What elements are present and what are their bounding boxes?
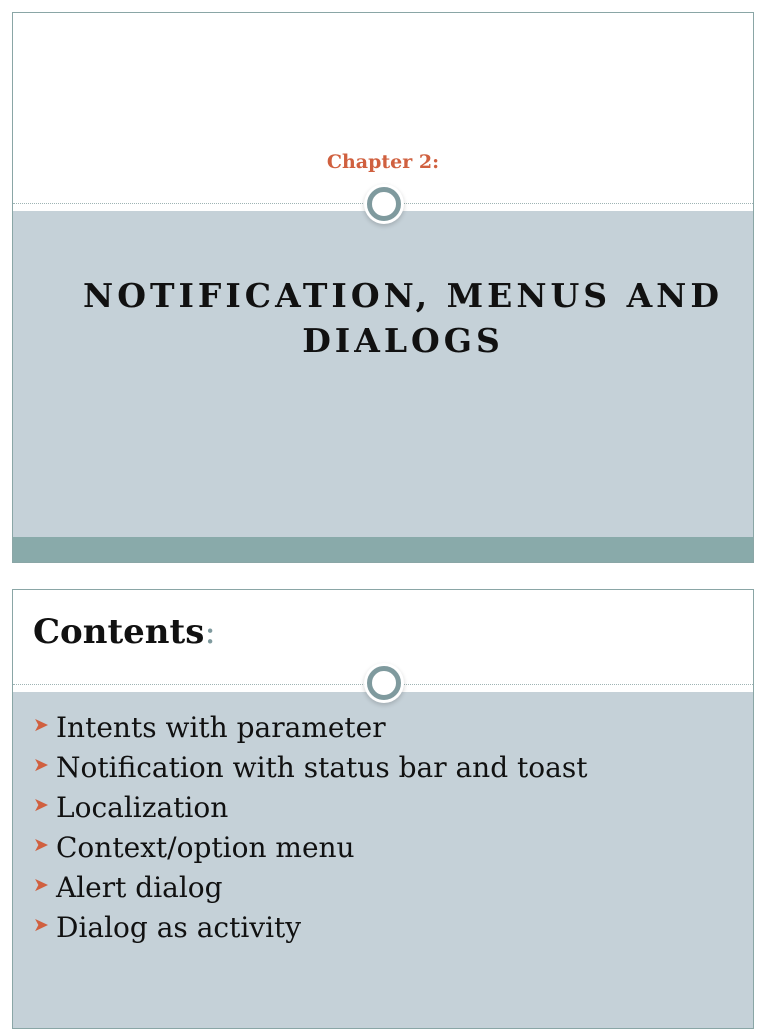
list-item xyxy=(33,830,587,870)
slide-title-line-1: NOTIFICATION, MENUS AND xyxy=(83,276,723,315)
list-item-text: Localization xyxy=(56,791,229,824)
contents-heading-colon: : xyxy=(204,612,216,652)
arrow-right-icon: ➤ xyxy=(33,874,49,896)
arrow-right-icon: ➤ xyxy=(33,834,49,856)
contents-heading xyxy=(33,612,216,652)
contents-heading-text: Contents xyxy=(33,612,205,652)
slide-title xyxy=(73,273,733,363)
chapter-subtitle: Chapter 2: xyxy=(326,151,440,173)
arrow-right-icon: ➤ xyxy=(33,714,49,736)
list-item-text: Intents with parameter xyxy=(56,711,386,744)
list-item xyxy=(33,710,587,750)
arrow-right-icon: ➤ xyxy=(33,794,49,816)
list-item xyxy=(33,910,587,950)
list-item xyxy=(33,870,587,910)
list-item xyxy=(33,750,587,790)
list-item-text: Context/option menu xyxy=(56,831,355,864)
footer-bar xyxy=(13,537,753,563)
list-item xyxy=(33,790,587,830)
ring-ornament-icon xyxy=(367,666,401,700)
contents-slide xyxy=(12,589,754,1029)
list-item-text: Alert dialog xyxy=(56,871,223,904)
list-item-text: Dialog as activity xyxy=(56,911,302,944)
title-slide xyxy=(12,12,754,563)
list-item-text: Notification with status bar and toast xyxy=(56,751,588,784)
arrow-right-icon: ➤ xyxy=(33,914,49,936)
ring-ornament-icon xyxy=(367,187,401,221)
slide-header-area xyxy=(13,13,753,203)
slide-title-line-2: DIALOGS xyxy=(302,321,504,360)
slide-body-area xyxy=(13,211,753,537)
arrow-right-icon: ➤ xyxy=(33,754,49,776)
contents-list xyxy=(33,710,587,950)
